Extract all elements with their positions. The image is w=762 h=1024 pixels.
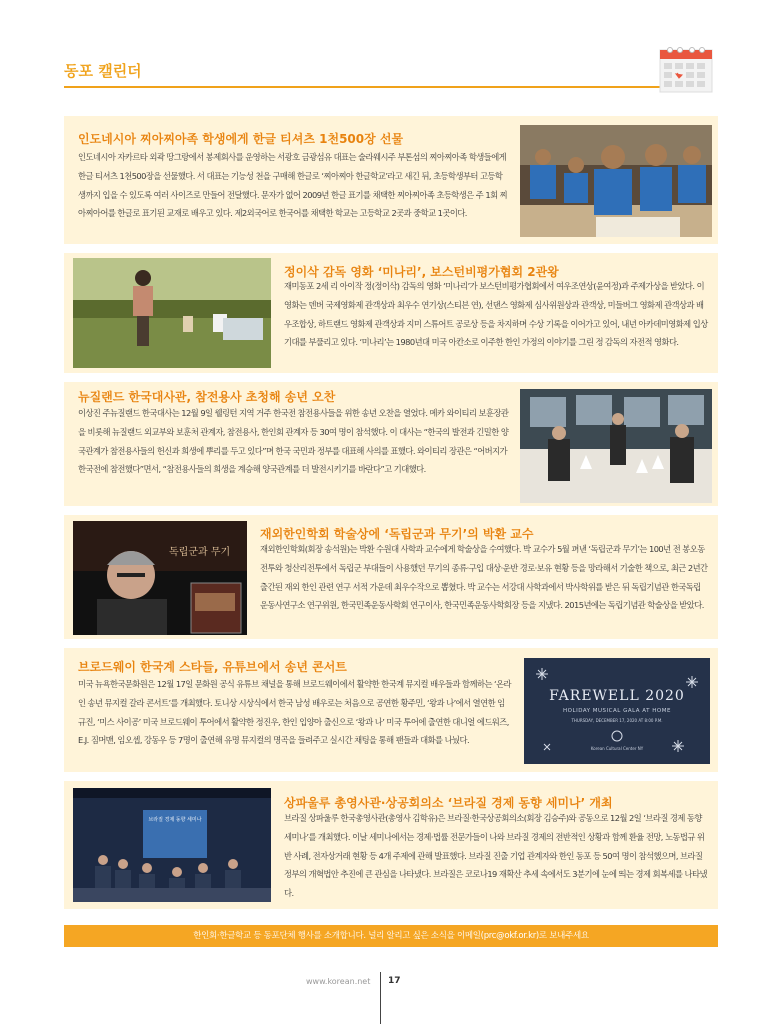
page-number: 17 [388, 976, 401, 986]
article-title-1: 인도네시아 찌아찌아족 학생에게 한글 티셔츠 1천500장 선물 [78, 132, 404, 146]
article-photo-1 [520, 125, 712, 237]
calendar-icon [658, 44, 714, 94]
submission-notice-bar: 한인회·한글학교 등 동포단체 행사를 소개합니다. 널리 알리고 싶은 소식을 이메일(prc@okf.or.kr)로 보내주세요 [64, 925, 718, 947]
article-body-4: 재외한인학회(회장 송석원)는 박환 수원대 사학과 교수에게 학술상을 수여했다. 박 교수가 5월 펴낸 ‘독립군과 무기’는 100년 전 봉오동전투와 청산리전투에서 독립군 부대들이 사용했던 무기의 종류·구입 대상·운반 경로·보유 현황 등을 망라해서 기술한 책으로, 최근 2년간 출간된 재외 한인 관련 연구 서적 가운데 최우수작으로 뽑혔다. 박 교수는 서강대 사학과에서 박사학위를 받은 뒤 독립기념관 한국독립운동사연구소 연구위원, 한국민족운동사학회 연구이사, 한국민족운동사학회장 등을 지냈다. 2015년에는 독립기념관 학술상을 받았다. [260, 544, 708, 611]
article-card-4 [64, 515, 718, 639]
article-body-1: 인도네시아 자카르타 외곽 땅그랑에서 봉제회사를 운영하는 서광호 금광섬유 대표는 술라웨시주 부톤섬의 찌아찌아족 학생들에게 한글 티셔츠 1천500장을 선물했다. 서 대표는 기능성 천을 구매해 한글로 ‘찌아찌아 한글학교’라고 새긴 뒤, 초등학생부터 고등학생까지 입을 수 있도록 여러 사이즈로 만들어 전달했다. 문자가 없어 2009년 한글 표기를 채택한 찌아찌아족 초등학생은 주 1회 찌아찌아어를 한글로 표기된 교재로 배우고 있다. 제2외국어로 한국어를 채택한 학교는 고등학교 2곳과 중학교 1곳이다. [78, 152, 508, 219]
section-title: 동포 캘린더 [64, 62, 142, 80]
poster-title: FAREWELL 2020 [549, 688, 685, 704]
screen-text: 브라질 경제 동향 세미나 [148, 817, 202, 823]
poster-date: THURSDAY, DECEMBER 17, 2020 AT 8:00 P.M. [571, 718, 663, 723]
header-rule [64, 86, 704, 88]
article-body-5: 미국 뉴욕한국문화원은 12월 17일 문화원 공식 유튜브 채널을 통해 브로드웨이에서 활약한 한국계 뮤지컬 배우들과 함께하는 ‘온라인 송년 뮤지컬 갈라 콘서트’를 개최했다. 토니상 시상식에서 한국 남성 배우로는 처음으로 공연한 황주민, ‘왕과 나’에서 열연한 임규진, ‘미스 사이공’ 미국 브로드웨이 투어에서 활약한 정진우, 한인 입양아 출신으로 ‘왕과 나’ 미국 투어에 출연한 대니얼 에드워즈, E.J. 짐머맨, 임오셉, 강동우 등 7명이 출연해 유명 뮤지컬의 명곡을 들려주고 실시간 채팅을 통해 팬들과 대화를 나눴다. [78, 679, 512, 746]
site-url: www.korean.net [306, 977, 371, 986]
article-body-3: 이상진 주뉴질랜드 한국대사는 12월 9일 웰링턴 지역 거주 한국전 참전용사들을 위한 송년 오찬을 열었다. 메카 와이티리 보훈장관을 비롯해 뉴질랜드 외교부와 보훈처 관계자, 참전용사, 한인회 관계자 등 30여 명이 참석했다. 이 대사는 “한국의 발전과 긴밀한 양국관계가 참전용사들의 헌신과 희생에 뿌리를 두고 있다”며 한국 국민과 정부를 대표해 사의를 표했다. 와이티리 장관은 “어버지가 한국전에 참전했다”면서, “참전용사들의 희생을 계승해 양국관계를 더 발전시키기를 바란다”고 기대했다. [78, 408, 509, 475]
poster-subtitle: HOLIDAY MUSICAL GALA AT HOME [563, 708, 671, 714]
folio-divider [380, 972, 381, 1024]
article-title-6: 상파울루 총영사관·상공회의소 ‘브라질 경제 동향 세미나’ 개최 [284, 796, 613, 810]
article-body-6: 브라질 상파울루 한국총영사관(총영사 김학유)은 브라질·한국상공회의소(회장 김승주)와 공동으로 12월 2일 ‘브라질 경제 동향 세미나’를 개최했다. 이날 세미나에서는 경제·법률 전문가들이 나와 브라질 경제의 전반적인 상황과 함께 환율 전망, 노동법규 위반 사례, 전자상거래 현황 등 4개 주제에 관해 발표했다. 브라질 진출 기업 관계자와 한인 동포 등 50여 명이 참석했으며, 브라질 정부의 개혁법안 추진에 큰 관심을 나타냈다. 브라질은 코로나19 재확산 추세 속에서도 3분기에 눈에 띄는 경제 회복세를 나타냈다. [284, 813, 707, 899]
article-card-3 [64, 382, 718, 506]
book-title: 독립군과 무기 [169, 547, 231, 558]
article-title-2: 정이삭 감독 영화 ‘미나리’, 보스턴비평가협회 2관왕 [284, 265, 559, 279]
article-title-4: 재외한인학회 학술상에 ‘독립군과 무기’의 박환 교수 [260, 527, 534, 541]
article-card-2 [64, 253, 718, 373]
article-title-5: 브로드웨이 한국계 스타들, 유튜브에서 송년 콘서트 [78, 660, 347, 674]
article-photo-4 [73, 521, 247, 635]
article-photo-3 [520, 389, 712, 503]
article-title-3: 뉴질랜드 한국대사관, 참전용사 초청해 송년 오찬 [78, 390, 336, 404]
poster-org: Korean Cultural Center NY [590, 746, 644, 751]
article-card-6 [64, 781, 718, 909]
article-photo-6 [73, 788, 271, 902]
article-card-1 [64, 116, 718, 244]
article-card-5 [64, 648, 718, 772]
article-body-2: 재미동포 2세 리 아이작 정(정이삭) 감독의 영화 ‘미나리’가 보스턴비평가협회에서 여우조연상(윤여정)과 주제가상을 받았다. 이 영화는 덴버 국제영화제 관객상과 최우수 연기상(스티븐 연), 선댄스 영화제 심사위원상과 관객상, 미들버그 영화제 관객상과 배우조합상, 하트랜드 영화제 관객상과 지미 스튜어트 공로상 등을 차지하며 수상 기록을 이어가고 있어, 내년 아카데미영화제 입상 기대를 부풀리고 있다. ‘미나리’는 1980년대 미국 아칸소로 이주한 한인 가정의 이야기를 그린 정 감독의 자전적 영화다. [284, 281, 708, 348]
article-photo-2 [73, 258, 271, 368]
article-photo-5 [524, 658, 710, 764]
